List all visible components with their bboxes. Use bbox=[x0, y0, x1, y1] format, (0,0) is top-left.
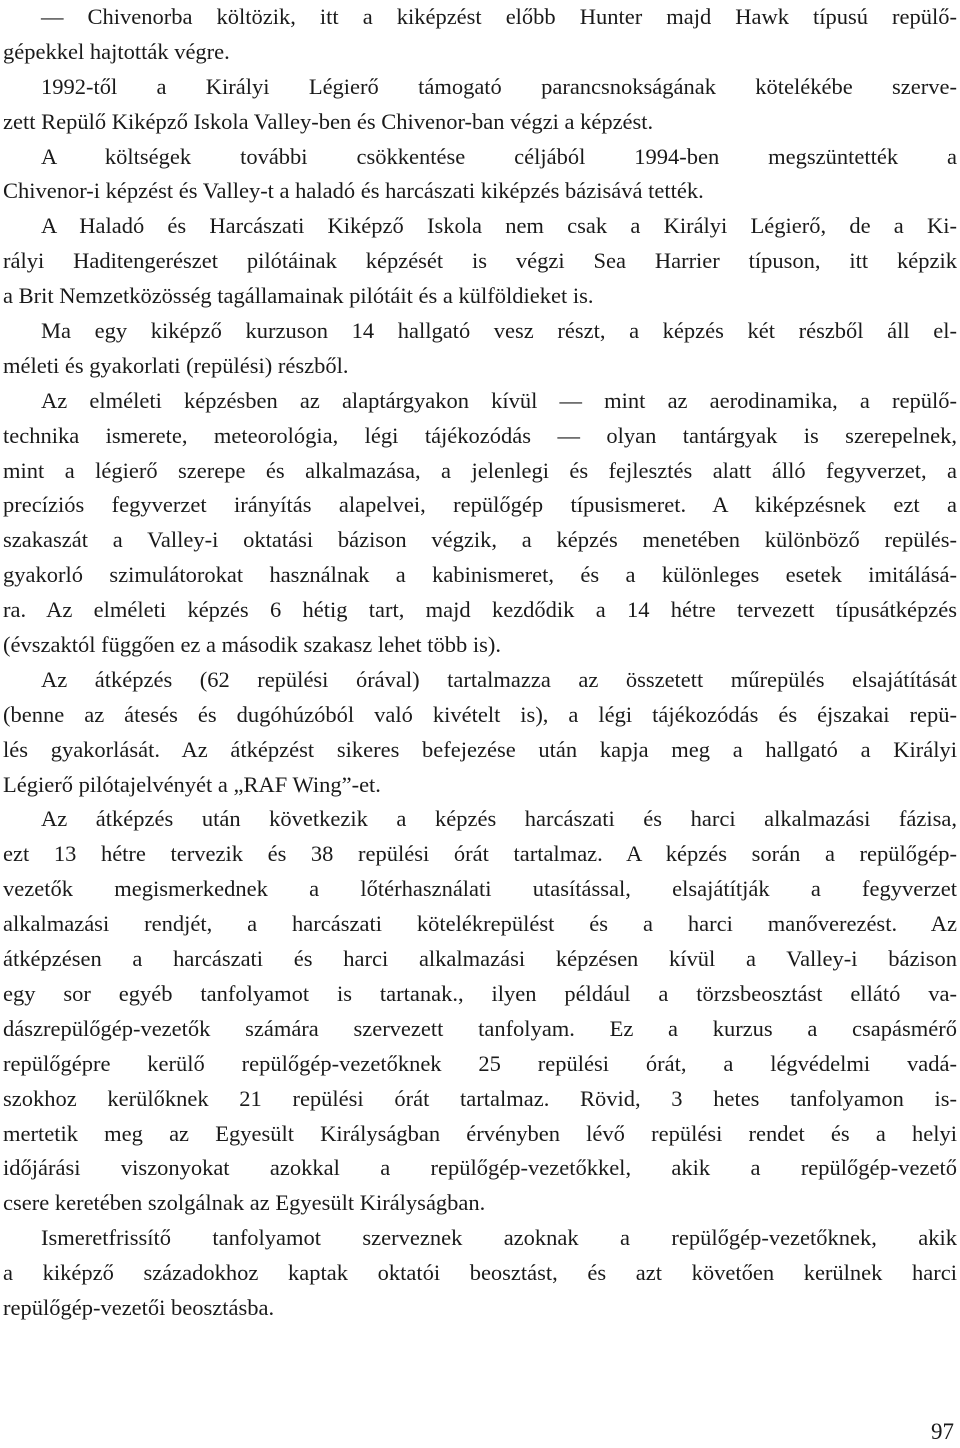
text-line: dászrepülőgép-vezetők számára szervezett tanfolyam. Ez a kurzus a csapásmérő bbox=[3, 1015, 957, 1041]
text-line: egy sor egyéb tanfolyamot is tartanak., ilyen például a törzsbeosztást ellátó va- bbox=[3, 980, 957, 1006]
text-line: A költségek további csökkentése céljából 1994-ben megszüntették a bbox=[41, 143, 957, 169]
text-line: mertetik meg az Egyesült Királyságban érvényben lévő repülési rendet és a helyi bbox=[3, 1120, 957, 1146]
text-line: a Brit Nemzetközösség tagállamainak pilótáit és a külföldieket is. bbox=[3, 283, 594, 309]
text-line: alkalmazási rendjét, a harcászati kötelékrepülést és a harci manőverezést. Az bbox=[3, 911, 957, 937]
text-line: gépekkel hajtották végre. bbox=[3, 38, 230, 64]
text-line: átképzésen a harcászati és harci alkalmazási képzésen kívül a Valley-i bázison bbox=[3, 946, 957, 972]
text-line: (benne az átesés és dugóhúzóból való kivételt is), a légi tájékozódás és éjszakai repü- bbox=[3, 701, 957, 727]
text-line: Az átképzés után következik a képzés harcászati és harci alkalmazási fázisa, bbox=[41, 806, 957, 832]
text-line: A Haladó és Harcászati Kiképző Iskola nem csak a Királyi Légierő, de a Ki- bbox=[41, 213, 957, 239]
page-number: 97 bbox=[931, 1419, 954, 1444]
text-line: Légierő pilótajelvényét a „RAF Wing”-et. bbox=[3, 771, 381, 797]
text-line: vezetők megismerkednek a lőtérhasználati utasítással, elsajátítják a fegyverzet bbox=[3, 876, 957, 902]
text-line: csere keretében szolgálnak az Egyesült Királyságban. bbox=[3, 1190, 486, 1216]
text-line: repülőgépre kerülő repülőgép-vezetőknek 25 repülési órát, a légvédelmi vadá- bbox=[3, 1050, 957, 1076]
text-line: Az elméleti képzésben az alaptárgyakon kívül — mint az aerodinamika, a repülő- bbox=[41, 387, 957, 413]
text-line: a kiképző századokhoz kaptak oktatói beosztást, és azt követően kerülnek harci bbox=[3, 1260, 957, 1286]
text-line: szokhoz kerülőknek 21 repülési órát tartalmaz. Rövid, 3 hetes tanfolyamon is- bbox=[3, 1085, 957, 1111]
text-line: lés gyakorlását. Az átképzést sikeres befejezése után kapja meg a hallgató a Királyi bbox=[3, 736, 957, 762]
text-line: technika ismerete, meteorológia, légi tájékozódás — olyan tantárgyak is szerepelnek, bbox=[3, 422, 957, 448]
text-line: gyakorló szimulátorokat használnak a kabinismeret, és a különleges esetek imitálásá- bbox=[3, 562, 957, 588]
text-line: Az átképzés (62 repülési órával) tartalmazza az összetett műrepülés elsajátítását bbox=[41, 666, 957, 692]
text-line: (évszaktól függően ez a második szakasz lehet több is). bbox=[3, 632, 501, 658]
text-line: Ismeretfrissítő tanfolyamot szerveznek azoknak a repülőgép-vezetőknek, akik bbox=[41, 1225, 957, 1251]
text-line: Chivenor-i képzést és Valley-t a haladó és harcászati kiképzés bázisává tették. bbox=[3, 178, 704, 204]
text-line: — Chivenorba költözik, itt a kiképzést előbb Hunter majd Hawk típusú repülő- bbox=[41, 4, 957, 29]
text-line: méleti és gyakorlati (repülési) részből. bbox=[3, 352, 349, 378]
text-line: ezt 13 hétre tervezik és 38 repülési órát tartalmaz. A képzés során a repülőgép- bbox=[3, 841, 957, 867]
text-line: szakaszát a Valley-i oktatási bázison végzik, a képzés menetében különböző repülés- bbox=[3, 527, 957, 553]
page-body-text bbox=[3, 0, 957, 1326]
text-line: repülőgép-vezetői beosztásba. bbox=[3, 1294, 275, 1320]
text-line: Ma egy kiképző kurzuson 14 hallgató vesz részt, a képzés két részből áll el- bbox=[41, 318, 957, 344]
text-line: 1992-től a Királyi Légierő támogató parancsnokságának kötelékébe szerve- bbox=[41, 73, 957, 99]
text-line: időjárási viszonyokat azokkal a repülőgép-vezetőkkel, akik a repülőgép-vezető bbox=[3, 1155, 957, 1181]
text-line: ra. Az elméleti képzés 6 hétig tart, majd kezdődik a 14 hétre tervezett típusátképzés bbox=[3, 597, 957, 623]
text-line: precíziós fegyverzet irányítás alapelvei, repülőgép típusismeret. A kiképzésnek ezt a bbox=[3, 492, 957, 518]
text-line: rályi Haditengerészet pilótáinak képzését is végzi Sea Harrier típuson, itt képzik bbox=[3, 248, 957, 274]
text-line: mint a légierő szerepe és alkalmazása, a jelenlegi és fejlesztés alatt álló fegyverzet, a bbox=[3, 457, 957, 483]
text-line: zett Repülő Kiképző Iskola Valley-ben és Chivenor-ban végzi a képzést. bbox=[3, 108, 654, 134]
